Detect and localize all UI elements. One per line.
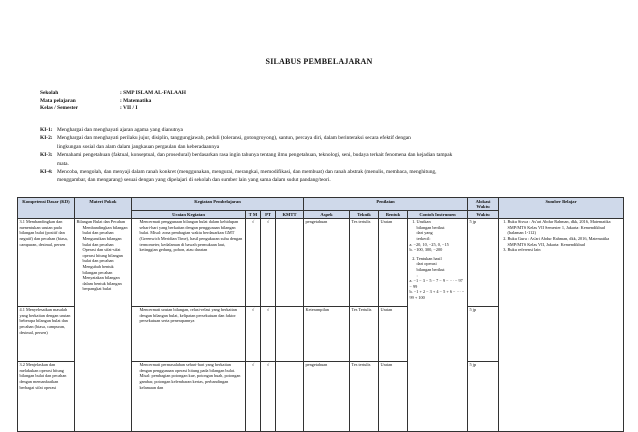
header-sumber: Sumber Belajar [499, 198, 624, 219]
materi-cell [75, 218, 132, 431]
subheader-contoh: Contoh Instrumen [408, 211, 468, 219]
subheader-kmtt: KMTT [276, 211, 304, 219]
list-item: • Mengurutkan bilangan bulat dan pecahan [83, 236, 130, 247]
contoh-option: a. −1 − 3 − 5 − 7 − 9 − ··· − 97 − 99 [409, 278, 463, 289]
list-item: 1. Urutkan bilangan berikut dari yang terkecil: [417, 219, 466, 241]
meta-row-school [40, 90, 186, 98]
list-item: • Membandingkan bilangan bulat dan pecahan [83, 225, 130, 236]
table-header-row [18, 198, 624, 211]
meta-value: : SMP ISLAM AL-FALAAH [120, 90, 186, 96]
uraian-text: • Mencermati urutan bilangan, relasi-relasi yang berkaitan dengan bilangan bulat, kelipatan persekutuan dan faktor persekutuan serta penerapannya [140, 307, 244, 324]
contoh-option: b. −100, 300, −200 [409, 247, 443, 253]
ki-text-cont: menggambar, dan mengarang) sesuai dengan yang dipelajari di sekolah dan sumber lain yang sama dalam sudut pandang/teori. [57, 177, 331, 184]
core-competencies [40, 126, 600, 185]
header-materi: Materi Pokok [75, 198, 132, 219]
header-kegiatan: Kegiatan Pembelajaran [132, 198, 304, 211]
subheader-bentuk: Bentuk [379, 211, 408, 219]
ki-code: KI-2: [40, 135, 53, 142]
ki-item [40, 134, 600, 142]
list-item: • Mengubah bentuk bilangan pecahan [83, 264, 130, 275]
tm-cell: √ [246, 306, 261, 361]
table-row [18, 218, 624, 306]
ki-code: KI-1: [40, 127, 53, 133]
ki-text-cont: lingkungan sosial dan alam dalam jangkauan pergaulan dan keberadaannya [57, 143, 220, 150]
aspek-cell: pengetahuan [304, 361, 350, 431]
meta-row-class [40, 105, 186, 113]
ki-item [40, 126, 600, 134]
ki-text: Mencoba, mengolah, dan menyaji dalam ranah konkret (menggunakan, mengurai, merangkai, memodifikasi, dan membuat) dan ranah abstrak (menulis, membaca, menghitung, [57, 169, 437, 176]
header-kd: Kompetensi Dasar (KD) [18, 198, 75, 219]
materi-list [77, 225, 130, 292]
uraian-text: • Mencermati permasalahan sehari-hari yang berkaitan dengan penggunaan operasi hitung pada bilangan bulat. Misal: pembagian potongan kue, potongan buah, potongan gambar, potongan kelembaran kertas, perbandingan kelamaan dan [140, 362, 244, 390]
pt-cell: √ [261, 218, 276, 306]
waktu-cell: 5 jp [468, 218, 499, 306]
list-item: 2. Buku Guru : As'ari Abdur Rahman, dkk, 2016, Matematika SMP/MTS Kelas VII, Jakarta: Kemendikbud [508, 236, 622, 247]
kmtt-cell [276, 361, 304, 431]
header-penilaian: Penilaian [304, 198, 468, 211]
uraian-text: • Mencermati penggunaan bilangan bulat dalam kehidupan sehari-hari yang berkaitan dengan penggunaan bilangan bulat. Misal: zona pembagian waktu berdasarkan GMT (Greenwich Meridian Time), hasil pengukuran suhu dengan termometer, kedalaman di bawah permukaan laut, ketinggian gedung, pohon, atau daratan [140, 219, 244, 253]
sumber-cell [499, 218, 624, 431]
tm-cell: √ [246, 218, 261, 306]
bentuk-cell: Uraian [379, 306, 408, 361]
ki-item [40, 151, 600, 159]
ki-code: KI-3: [40, 152, 53, 159]
subheader-tm: T M [246, 211, 261, 219]
contoh-list [410, 219, 466, 241]
school-meta [40, 90, 186, 113]
bentuk-cell: Uraian [379, 218, 408, 306]
tm-cell: √ [246, 361, 261, 431]
kd-cell: 3.1 Membandingkan dan menentukan urutan pada bilangan bulat (positif dan negatif) dan pecahan (biasa, campuran, desimal, persen [18, 218, 75, 306]
ki-text: Memahami pengetahuan (faktual, konseptual, dan prosedural) berdasarkan rasa ingin tahunya tentang ilmu pengetahuan, teknologi, seni, budaya terkait fenomena dan kejadian tampak [57, 152, 453, 159]
list-item: 2. Tentukan hasil dari operasi bilangan berikut : [417, 256, 466, 278]
meta-row-subject [40, 98, 186, 106]
kd-cell: 3.2 Menjelaskan dan melakukan operasi hitung bilangan bulat dan pecahan dengan memanfaatkan berbagai sifat operasi [18, 361, 75, 431]
syllabus-table [17, 197, 624, 432]
uraian-cell [132, 218, 246, 306]
ki-text: Menghargai dan menghayati ajaran agama yang dianutnya [57, 127, 183, 133]
sumber-list [501, 219, 622, 253]
kmtt-cell [276, 306, 304, 361]
list-item: 3. Buku referensi lain [508, 247, 622, 253]
ki-code: KI-4: [40, 169, 53, 176]
meta-label: Sekolah [40, 90, 59, 96]
uraian-cell [132, 306, 246, 361]
contoh-option: b. −1 + 2 − 3 + 4 − 5 + 6 − ··· − 99 + 100 [409, 289, 465, 300]
waktu-cell: 5 jp [468, 361, 499, 431]
kd-cell: 4.1 Menyelesaikan masalah yang berkaitan dengan urutan beberapa bilangan bulat dan pecahan (biasa, campuran, desimal, persen) [18, 306, 75, 361]
header-alokasi: Alokasi Waktu [468, 198, 499, 211]
aspek-cell: pengetahuan [304, 218, 350, 306]
waktu-cell: 5 jp [468, 306, 499, 361]
teknik-cell: Tes tertulis [350, 361, 379, 431]
ki-item [40, 168, 600, 176]
ki-text: Menghargai dan menghayati perilaku jujur, disiplin, tanggungjawab, peduli (toleransi, gotongroyong), santun, percaya diri, dalam berinteraksi secara efektif dengan [57, 135, 411, 142]
contoh-cell [408, 218, 468, 431]
teknik-cell: Tes tertulis [350, 218, 379, 306]
ki-text-cont: mata. [57, 160, 69, 167]
pt-cell: √ [261, 306, 276, 361]
teknik-cell: Tes Tertulis [350, 306, 379, 361]
contoh-option: a. −20, 10, −25, 0, −15 [409, 241, 449, 247]
list-item: 1. Buku Siswa : As'ari Abdur Rahman, dkk, 2016, Matematika SMP/MTS Kelas VII Semester 1, Jakarta: Kemendikbud (halaman 1-112) [508, 219, 622, 236]
meta-label: Kelas / Semester [40, 105, 79, 112]
meta-value: : Matematika [120, 97, 152, 104]
list-item: • Operasi dan sifat-sifat operasi hitung bilangan bulat dan pecahan [83, 247, 130, 264]
list-item: • Menyatakan bilangan dalam bentuk bilangan berpangkat bulat [83, 275, 130, 292]
subheader-aspek: Aspek [304, 211, 350, 219]
kmtt-cell [276, 218, 304, 306]
aspek-cell: Keterampilan [304, 306, 350, 361]
uraian-cell [132, 361, 246, 431]
contoh-list [410, 256, 466, 278]
subheader-teknik: Teknik [350, 211, 379, 219]
subheader-waktu: Waktu [468, 211, 499, 219]
page-title: SILABUS PEMBELAJARAN [265, 57, 373, 66]
pt-cell: √ [261, 361, 276, 431]
materi-intro: Bilangan Bulat dan Pecahan [76, 219, 126, 225]
meta-value: : VII / I [120, 105, 138, 112]
meta-label: Mata pelajaran [40, 97, 76, 104]
subheader-pt: PT [261, 211, 276, 219]
bentuk-cell: Uraian [379, 361, 408, 431]
subheader-uraian: Uraian Kegiatan [132, 211, 246, 219]
